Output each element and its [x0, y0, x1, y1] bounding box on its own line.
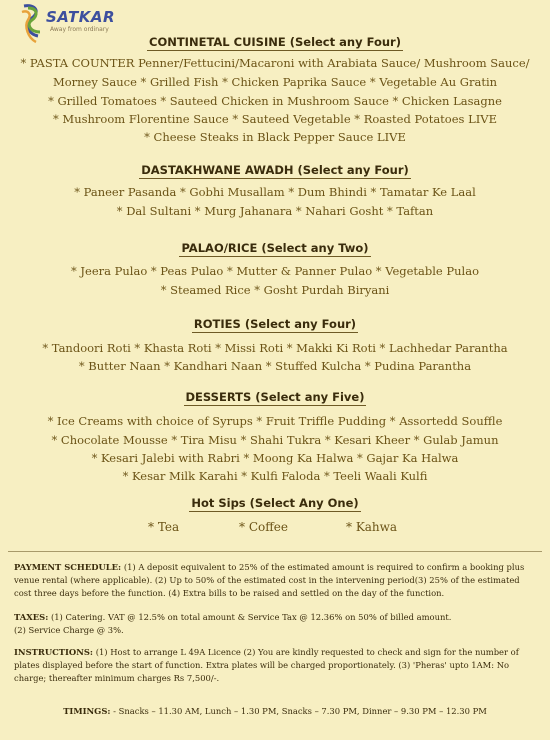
desserts-line-4: * Kesar Milk Karahi * Kulfi Faloda * Teeli Waali Kulfi [122, 469, 428, 483]
hot-sip-coffee: * Coffee [239, 520, 288, 534]
dastakhwane-line-1: * Paneer Pasanda * Gobhi Musallam * Dum Bhindi * Tamatar Ke Laal [74, 185, 476, 199]
payment-text: (1) A deposit equivalent to 25% of the estimated amount is required to confirm a booking plus venue rental (where applicable). (2) Up to 50% of the estimated cost in the intervening period(3) 25% of the estimated cost three days before the function. (4) Extra bills to be raised and settled on the day of the function. [14, 562, 525, 598]
timings-text: - Snacks – 11.30 AM, Lunch – 1.30 PM, Snacks – 7.30 PM, Dinner – 9.30 PM – 12.30 PM [110, 706, 487, 716]
continental-line-4: * Mushroom Florentine Sauce * Sauteed Vegetable * Roasted Potatoes LIVE [53, 112, 497, 126]
palao-line-1: * Jeera Pulao * Peas Pulao * Mutter & Panner Pulao * Vegetable Pulao [71, 264, 479, 278]
continental-line-1: * PASTA COUNTER Penner/Fettucini/Macaroni with Arabiata Sauce/ Mushroom Sauce/ [20, 56, 530, 70]
timings-note [0, 706, 550, 716]
instructions-text: (1) Host to arrange L 49A Licence (2) You are kindly requested to check and sign for the number of plates displayed before the start of function. Extra plates will be charged proportionately. (3) 'Pheras' upto 1AM: No charge; thereafter minimum charges Rs 7,500/-. [14, 647, 519, 683]
section-title-continental: CONTINETAL CUISINE (Select any Four) [149, 35, 401, 49]
desserts-line-3: * Kesari Jalebi with Rabri * Moong Ka Halwa * Gajar Ka Halwa [91, 451, 459, 465]
section-title-desserts: DESSERTS (Select any Five) [185, 390, 365, 404]
taxes-note [14, 611, 534, 637]
section-title-dastakhwane: DASTAKHWANE AWADH (Select any Four) [141, 163, 409, 177]
section-divider [8, 551, 542, 552]
roties-line-2: * Butter Naan * Kandhari Naan * Stuffed Kulcha * Pudina Parantha [78, 359, 472, 373]
payment-schedule [14, 561, 534, 600]
roties-line-1: * Tandoori Roti * Khasta Roti * Missi Roti * Makki Ki Roti * Lachhedar Parantha [42, 341, 508, 355]
taxes-text-2: (2) Service Charge @ 3%. [14, 625, 124, 635]
section-title-roties: ROTIES (Select any Four) [193, 317, 357, 331]
continental-line-2: Morney Sauce * Grilled Fish * Chicken Paprika Sauce * Vegetable Au Gratin [52, 75, 498, 89]
hot-sip-tea: * Tea [148, 520, 180, 534]
instructions-note [14, 646, 534, 685]
section-title-palao: PALAO/RICE (Select any Two) [181, 241, 369, 255]
taxes-text: (1) Catering. VAT @ 12.5% on total amount & Service Tax @ 12.36% on 50% of billed amount. [48, 612, 452, 622]
section-title-hot-sips: Hot Sips (Select Any One) [191, 496, 359, 510]
continental-line-3: * Grilled Tomatoes * Sauteed Chicken in Mushroom Sauce * Chicken Lasagne [48, 94, 502, 108]
hot-sips-list [0, 520, 550, 540]
instructions-label: INSTRUCTIONS: [14, 647, 94, 657]
desserts-line-1: * Ice Creams with choice of Syrups * Fruit Triffle Pudding * Assortedd Souffle [47, 414, 503, 428]
timings-label: TIMINGS: [63, 706, 111, 716]
payment-label: PAYMENT SCHEDULE: [14, 562, 122, 572]
brand-tagline: Away from ordinary [50, 26, 109, 33]
palao-line-2: * Steamed Rice * Gosht Purdah Biryani [160, 283, 390, 297]
taxes-label: TAXES: [14, 612, 49, 622]
desserts-line-2: * Chocolate Mousse * Tira Misu * Shahi Tukra * Kesari Kheer * Gulab Jamun [51, 433, 499, 447]
hot-sip-kahwa: * Kahwa [346, 520, 398, 534]
brand-name: SATKAR [46, 8, 115, 26]
dastakhwane-line-2: * Dal Sultani * Murg Jahanara * Nahari Gosht * Taftan [116, 204, 434, 218]
continental-line-5: * Cheese Steaks in Black Pepper Sauce LIVE [144, 130, 406, 144]
